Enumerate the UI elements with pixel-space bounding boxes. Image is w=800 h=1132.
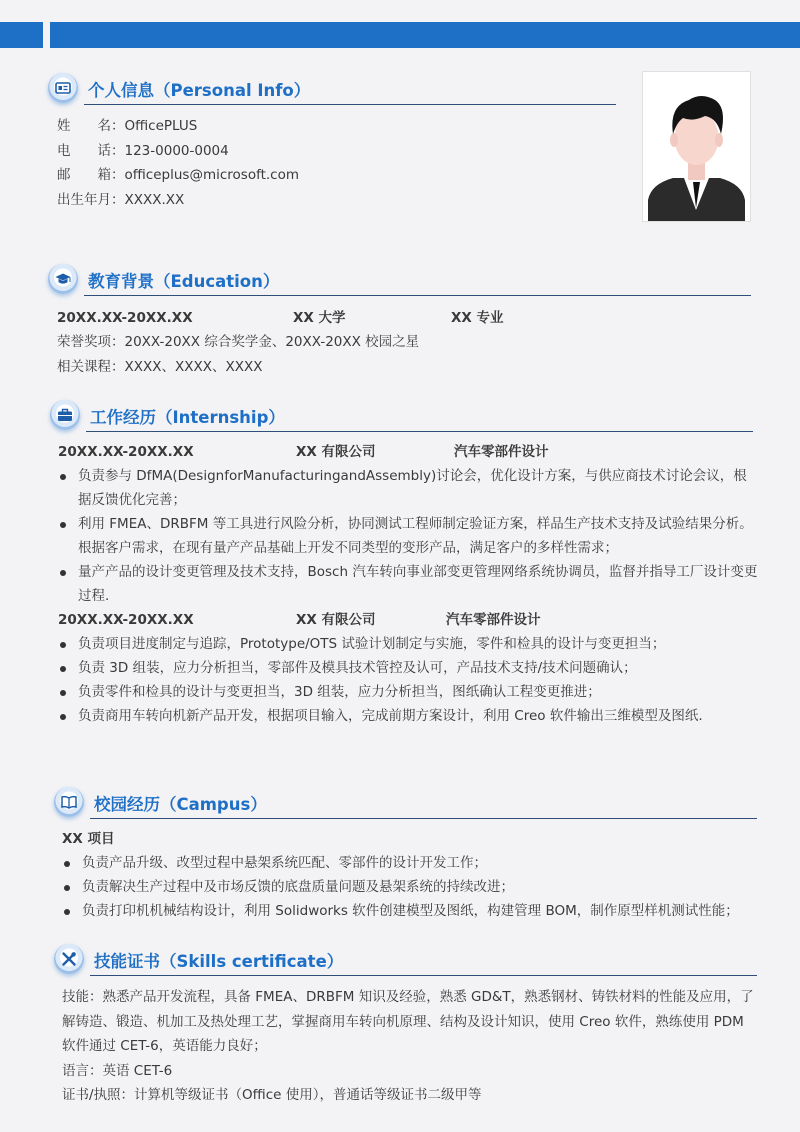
- list-item: 负责 3D 组装，应力分析担当，零部件及模具技术管控及认可，产品技术支持/技术问题确认；: [58, 656, 758, 680]
- header-bar-left: [0, 22, 43, 48]
- section-header: [54, 787, 757, 821]
- section-title: 技能证书（Skills certificate）: [94, 952, 344, 971]
- section-title: 教育背景（Education）: [88, 272, 280, 291]
- field-value: XXXX.XX: [124, 191, 185, 208]
- id-card-icon: [48, 73, 78, 103]
- avatar-icon: [643, 72, 750, 221]
- list-item: 利用 FMEA、DRBFM 等工具进行风险分析，协同测试工程师制定验证方案，样品生产技术支持及试验结果分析。根据客户需求，在现有量产产品基础上开发不同类型的变形产品，满足客户的多样性需求；: [58, 512, 758, 560]
- section-title: 个人信息（Personal Info）: [88, 81, 311, 100]
- job-role: 汽车零部件设计: [454, 444, 549, 460]
- job-company: XX 有限公司: [296, 612, 376, 628]
- project-name: XX 项目: [62, 831, 115, 847]
- education-school: XX 大学: [293, 310, 346, 326]
- list-item: 负责打印机机械结构设计，利用 Solidworks 软件创建模型及图纸，构建管理 BOM，制作原型样机测试性能；: [62, 899, 762, 923]
- education-courses: 相关课程：XXXX、XXXX、XXXX: [57, 358, 263, 375]
- section-divider: [90, 818, 757, 819]
- list-item: 负责参与 DfMA(DesignforManufacturingandAssembly)讨论会，优化设计方案，与供应商技术讨论会议，根据反馈优化完善；: [58, 464, 758, 512]
- section-divider: [90, 975, 757, 976]
- education-header: [57, 306, 747, 330]
- education-honors: 荣誉奖项：20XX-20XX 综合奖学金、20XX-20XX 校园之星: [57, 334, 420, 350]
- section-divider: [84, 104, 616, 105]
- section-divider: [86, 431, 753, 432]
- skills-text: 技能：熟悉产品开发流程，具备 FMEA、DRBFM 知识及经验，熟悉 GD&T，熟悉钢材、铸铁材料的性能及应用，了解铸造、锻造、机加工及热处理工艺，掌握商用车转向机原理、结构及设计知识，使用 Creo 软件，熟练使用 PDM 软件通过 CET-6，英语能力良好；: [62, 989, 754, 1054]
- section-header: [48, 73, 616, 107]
- skills-certs: 证书/执照：计算机等级证书（Office 使用），普通话等级证书二级甲等: [62, 1087, 482, 1103]
- list-item: 负责产品升级、改型过程中悬架系统匹配、零部件的设计开发工作；: [62, 851, 762, 875]
- section-header: [50, 400, 753, 434]
- field-value: officeplus@microsoft.com: [124, 167, 300, 183]
- job-company: XX 有限公司: [296, 444, 376, 460]
- field-value: 123-0000-0004: [124, 142, 229, 159]
- section-divider: [84, 295, 751, 296]
- education-section: [48, 264, 751, 298]
- briefcase-icon: [50, 400, 80, 430]
- campus-project: [62, 827, 762, 851]
- field-label: 姓 名：: [57, 118, 125, 134]
- campus-section: [54, 787, 757, 821]
- list-item: 负责商用车转向机新产品开发，根据项目输入，完成前期方案设计，利用 Creo 软件输出三维模型及图纸.: [58, 704, 758, 728]
- list-item: 负责项目进度制定与追踪，Prototype/OTS 试验计划制定与实施，零件和检具的设计与变更担当；: [58, 632, 758, 656]
- personal-fields: [57, 114, 299, 212]
- education-content: [57, 306, 747, 379]
- list-item: 负责解决生产过程中及市场反馈的底盘质量问题及悬架系统的持续改进；: [62, 875, 762, 899]
- work-content: [58, 440, 758, 728]
- graduation-cap-icon: [48, 264, 78, 294]
- section-header: [48, 264, 751, 298]
- field-name: [57, 114, 299, 139]
- field-label: 邮 箱：: [57, 167, 125, 183]
- field-label: 电 话：: [57, 142, 125, 159]
- section-header: [54, 944, 757, 978]
- list-item: 负责零件和检具的设计与变更担当，3D 组装，应力分析担当，图纸确认工程变更推进；: [58, 680, 758, 704]
- job-role: 汽车零部件设计: [446, 612, 541, 628]
- section-title: 工作经历（Internship）: [90, 408, 285, 427]
- field-value: OfficePLUS: [124, 118, 198, 134]
- job-period: 20XX.XX-20XX.XX: [58, 444, 194, 460]
- list-item: 量产产品的设计变更管理及技术支持，Bosch 汽车转向事业部变更管理网络系统协调员，监督并指导工厂设计变更过程.: [58, 560, 758, 608]
- education-major: XX 专业: [451, 310, 504, 326]
- work-section: [50, 400, 753, 434]
- field-label: 出生年月：: [57, 191, 125, 208]
- job-header: [58, 608, 758, 632]
- book-icon: [54, 787, 84, 817]
- skills-language: 语言：英语 CET-6: [62, 1062, 173, 1079]
- tools-icon: [54, 944, 84, 974]
- field-email: [57, 163, 299, 188]
- job-header: [58, 440, 758, 464]
- skills-content: [62, 985, 758, 1108]
- profile-photo: [642, 71, 751, 222]
- job-period: 20XX.XX-20XX.XX: [58, 612, 194, 628]
- section-title: 校园经历（Campus）: [94, 795, 267, 814]
- personal-info-section: [48, 73, 616, 107]
- field-phone: [57, 139, 299, 164]
- education-period: 20XX.XX-20XX.XX: [57, 310, 193, 326]
- field-birth: [57, 188, 299, 213]
- header-bar-right: [50, 22, 800, 48]
- campus-content: [62, 827, 762, 923]
- skills-section: [54, 944, 757, 978]
